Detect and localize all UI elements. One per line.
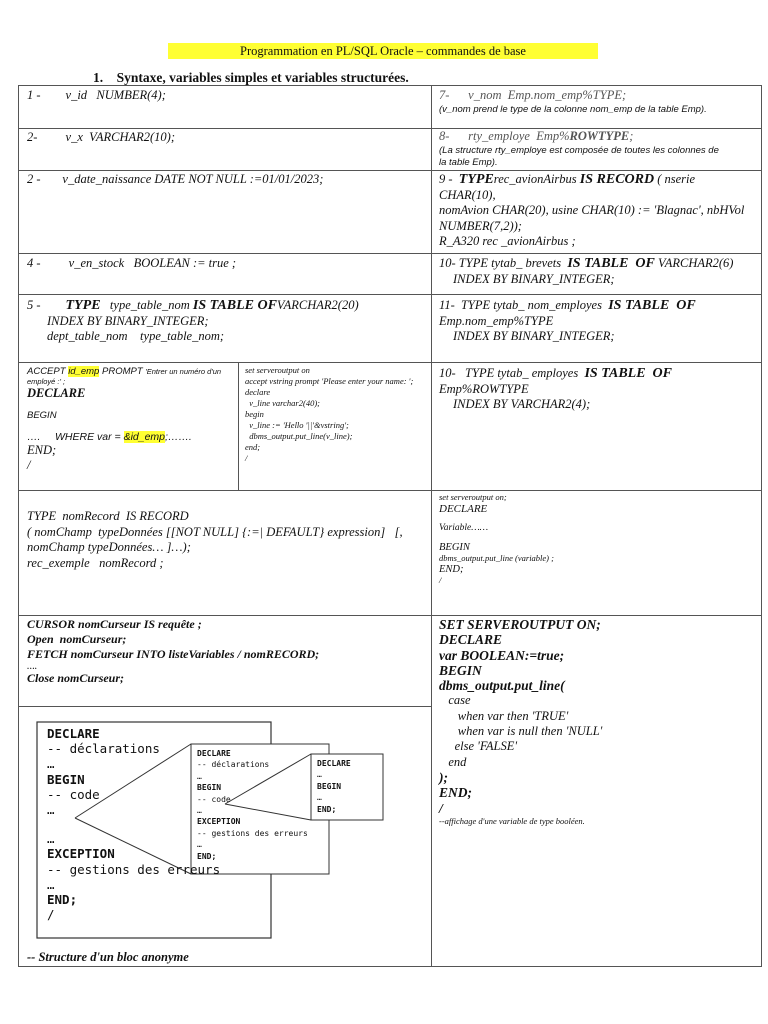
- nested-block-code: DECLARE -- déclarations … BEGIN -- code … EXCEPTION -- gestions des erreurs … END;: [197, 749, 308, 861]
- var-id-decl: 1 - v_id NUMBER(4);: [27, 88, 166, 102]
- tytab-employes-decl: 10- TYPE tytab_ employes IS TABLE OF Emp%ROWTYPE INDEX BY VARCHAR2(4);: [439, 366, 672, 411]
- accept-example: ACCEPT id_emp PROMPT 'Entrer un numéro d'un employé :' ; DECLARE BEGIN …. WHERE var = &id_emp;……. END; /: [27, 366, 222, 472]
- syntax-table: [18, 85, 762, 967]
- record-type-decl: 9 - TYPErec_avionAirbus IS RECORD ( nserie CHAR(10), nomAvion CHAR(20), usine CHAR(10) := 'Blagnac', nbHVol NUMBER(7,2)); R_A320 rec _avionAirbus ;: [439, 172, 745, 248]
- section-heading: 1. Syntaxe, variables simples et variables structurées.: [93, 70, 409, 85]
- en-stock-decl: 4 - v_en_stock BOOLEAN := true ;: [27, 256, 237, 270]
- serveroutput-example: set serveroutput on accept vstring prompt 'Please enter your name: '; declare v_line varchar2(40); begin v_line := 'Hello '||'&vstring'; dbms_output.put_line(v_line); end; /: [245, 365, 414, 463]
- display-variable-example: set serveroutput on; DECLARE Variable…… BEGIN dbms_output.put_line (variable) ; END; /: [439, 492, 554, 585]
- var-nom-note: (v_nom prend le type de la colonne nom_emp de la table Emp).: [439, 104, 707, 115]
- anonymous-block-diagram: [25, 716, 425, 950]
- rty-employe-decl: 8- rty_employe Emp%ROWTYPE;: [439, 129, 634, 143]
- type-table-nom-decl: 5 - TYPE type_table_nom IS TABLE OFVARCHAR2(20) INDEX BY BINARY_INTEGER; dept_table_nom type_table_nom;: [27, 298, 359, 343]
- inner-block-code: DECLARE … BEGIN … END;: [317, 759, 351, 814]
- tytab-nom-employes-decl: 11- TYPE tytab_ nom_employes IS TABLE OF Emp.nom_emp%TYPE INDEX BY BINARY_INTEGER;: [439, 298, 696, 343]
- outer-block-code: DECLARE -- déclarations … BEGIN -- code … … EXCEPTION -- gestions des erreurs … END; /: [47, 726, 221, 923]
- document-title: Programmation en PL/SQL Oracle – commandes de base: [168, 43, 598, 59]
- date-naissance-decl: 2 - v_date_naissance DATE NOT NULL :=01/01/2023;: [27, 172, 324, 186]
- record-syntax: TYPE nomRecord IS RECORD ( nomChamp typeDonnées [[NOT NULL] {:=| DEFAULT} expression] [, nomChamp typeDonnées… ]…); rec_exemple nomRecord ;: [27, 509, 403, 570]
- rty-employe-note: (La structure rty_employe est composée de toutes les colonnes de la table Emp).: [439, 145, 719, 168]
- var-nom-decl: 7- v_nom Emp.nom_emp%TYPE;: [439, 88, 627, 102]
- tytab-brevets-decl: 10- TYPE tytab_ brevets IS TABLE OF VARCHAR2(6) INDEX BY BINARY_INTEGER;: [439, 256, 734, 286]
- boolean-display-example: SET SERVEROUTPUT ON; DECLARE var BOOLEAN:=true; BEGIN dbms_output.put_line( case when var then 'TRUE' when var is null then 'NULL' else 'FALSE' end ); END; / --affichage d'une variable de type booléen.: [439, 617, 603, 826]
- diagram-caption: -- Structure d'un bloc anonyme: [27, 950, 189, 964]
- var-x-decl: 2- v_x VARCHAR2(10);: [27, 130, 175, 144]
- cursor-syntax: CURSOR nomCurseur IS requête ; Open nomCurseur; FETCH nomCurseur INTO listeVariables / nomRECORD; …. Close nomCurseur;: [27, 617, 320, 685]
